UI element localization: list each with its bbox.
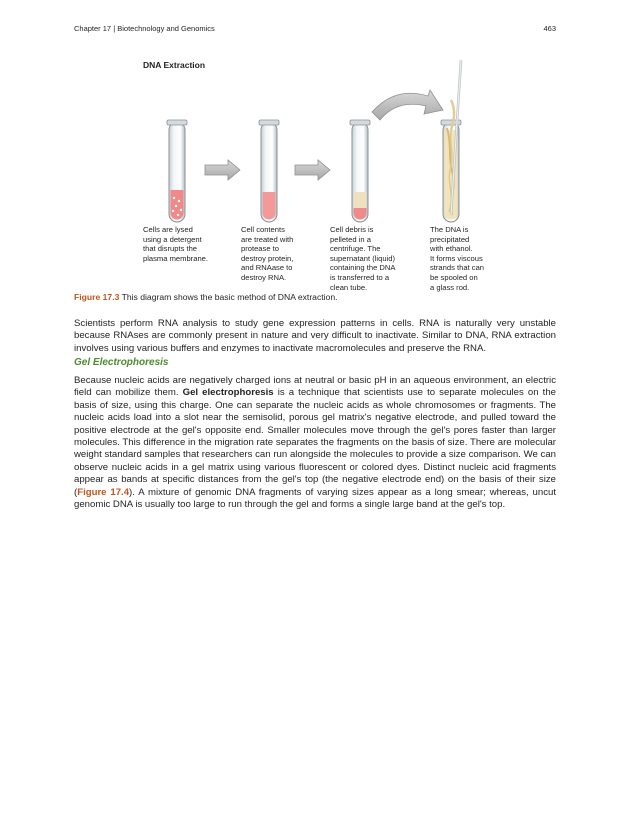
paragraph-rna-analysis: Scientists perform RNA analysis to study gene expression patterns in cells. RNA is naturally very unstable because RNAses are commonly present in nature and very difficult to inactivate. Similar to DNA, RNA extraction involves using various buffers and enzymes to inactivate macromolecules and preserve the RNA. [74,318,556,354]
step-arrow-2 [295,160,330,180]
figure-label: Figure 17.3 [74,292,120,302]
step-caption-1: Cells are lysed using a detergent that disrupts the plasma membrane. [143,225,208,263]
figure-caption [74,292,338,302]
figure-caption-text: This diagram shows the basic method of DNA extraction. [119,292,338,302]
dna-extraction-diagram [0,0,630,300]
paragraph-text: is a technique that scientists use to separate molecules on the basis of size, using this charge. One can separate the nucleic acids as whole chromosomes or fragments. The nucleic acids load into a slot near the semisolid, porous gel matrix's negative electrode, and pulled toward the positive electrode at the gel's opposite end. Smaller molecules move through the gel's pores faster than larger molecules. This difference in the migration rate separates the fragments on the basis of size. There are molecular weight standard samples that researchers can run alongside the molecules to provide a size comparison. We can observe nucleic acids in a gel matrix using various fluorescent or colored dyes. Distinct nucleic acid fragments appear as bands at specific distances from the gel's top (the negative electrode end) on the basis of their size ( [74,387,556,498]
transfer-arrow [372,90,443,120]
tube-treated-contents [259,120,279,222]
running-header-chapter: Chapter 17 | Biotechnology and Genomics [74,24,215,33]
key-term: Gel electrophoresis [182,387,274,399]
tube-lysed-cells [167,120,187,222]
section-heading-gel-electrophoresis: Gel Electrophoresis [74,357,169,368]
step-caption-2: Cell contents are treated with protease to destroy protein, and RNAase to destroy RNA. [241,225,294,282]
step-caption-4: The DNA is precipitated with ethanol. It forms viscous strands that can be spooled on a glass rod. [430,225,485,292]
paragraph-text: ). A mixture of genomic DNA fragments of varying sizes appear as a long smear; whereas, uncut genomic DNA is usually too large to run through the gel and forms a single large band at the gel's top. [74,486,556,511]
step-arrow-1 [205,160,240,180]
step-caption-3: Cell debris is pelleted in a centrifuge. The supernatant (liquid) containing the DNA is transferred to a clean tube. [330,225,396,292]
paragraph-text: Because nucleic acids are negatively charged ions at neutral or basic pH in an aqueous environment, an electric field can mobilize them. [74,375,556,399]
page-number: 463 [543,24,556,33]
figure-reference-link[interactable]: Figure 17.4 [77,486,130,498]
tube-pelleted-debris [350,120,370,222]
figure-title: DNA Extraction [143,60,206,70]
paragraph-gel-electrophoresis [74,375,556,511]
